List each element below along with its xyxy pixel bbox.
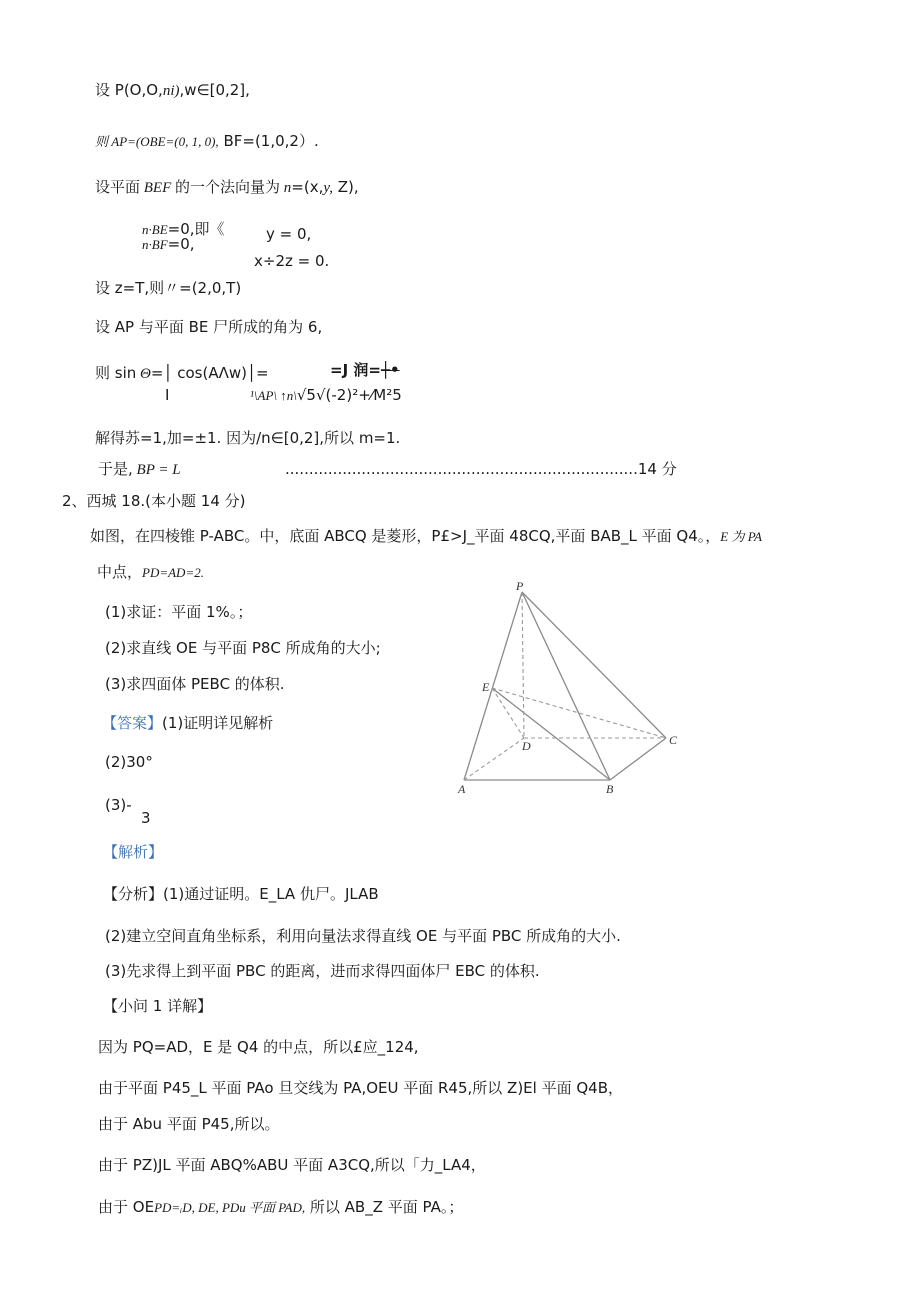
label-e: E [482,680,490,694]
text-span: y, [323,180,333,196]
text-span: =(x, [291,178,324,196]
label-c: C [669,733,678,747]
text-span: Z), [332,178,359,196]
text-span: √5√(-2)²+⁄M²5 [296,386,402,404]
answer-line-3b: 3 [141,809,151,827]
text-span: 则 sin [95,364,137,382]
text-span: 则 AP=(OBE=(0, 1, 0), [95,134,219,149]
text-span: Θ [136,366,151,382]
text-line-8-left: I [165,386,170,404]
problem-statement [90,526,762,547]
analysis-1: 【分析】(1)通过证明。E_LA 仇尸。JLAB [103,885,379,903]
text-span: BEF [140,180,176,196]
text-span: 【解析】 [103,843,164,861]
text-span: 于是, [98,460,133,478]
answer-tag: 【答案】 [102,714,163,732]
label-b: B [606,782,614,796]
subquestion-heading: 【小问 1 详解】 [103,997,213,1015]
proof-line-5 [98,1197,463,1218]
text-line-10 [98,459,181,480]
label-p: P [516,580,524,593]
text-line-6: 设 AP 与平面 BE 尸所成的角为 6, [95,318,323,336]
text-span: n·BE [142,222,168,237]
text-line-3 [95,177,359,198]
text-span: 的一个法向量为 [175,178,281,196]
answer-line-2: (2)30° [105,753,153,771]
text-span: ,w∈[0,2], [179,81,250,99]
analysis-tag [103,842,163,862]
proof-line-1: 因为 PQ=AD，E 是 Q4 的中点，所以£应_124, [98,1038,419,1056]
text-line-8-right [250,385,402,406]
text-span: n [280,180,292,196]
system-left-2 [142,234,195,255]
proof-line-3: 由于 Abu 平面 P45,所以。 [98,1115,280,1133]
text-span: 如图，在四棱锥 P-ABC。中，底面 ABCQ 是菱形，P£>J_平面 48CQ,平面 BAB_L 平面 Q4。， [90,527,721,545]
score-dots: ..........................................................................14 分 [285,460,677,478]
pyramid-figure [452,580,692,800]
edge-pa [464,592,522,780]
text-span: ᵢD, DE, PDu 平面 PAD, [180,1200,306,1215]
proof-line-2: 由于平面 P45_L 平面 PAo 旦交线为 PA,OEU 平面 R45,所以 Z)El 平面 Q4B， [98,1079,624,1097]
text-span: 所以 AB_Z 平面 PA。； [305,1198,464,1216]
question-2: (2)求直线 OE 与平面 P8C 所成角的大小; [105,639,381,657]
text-span: PD=AD=2. [142,565,204,580]
question-1: (1)求证：平面 1%。； [105,603,253,621]
edge-pb [522,592,610,780]
text-line-1 [95,80,250,101]
edge-pd [522,592,524,738]
text-span: =0, [167,235,195,253]
question-3: (3)求四面体 PEBC 的体积. [105,675,285,693]
text-span: E 为 PA [720,529,762,544]
label-d: D [522,739,531,753]
edge-ad [464,738,524,780]
text-span: ) [174,83,180,99]
text-span: n·BF [142,237,168,252]
text-line-5: 设 z=T,则〃=(2,0,T) [95,279,242,297]
label-a: A [458,782,466,796]
text-span: 由于 OE [98,1198,155,1216]
text-span: =J 润= [330,361,381,379]
text-span: =│ cos(AΛw)│= [150,364,269,382]
edge-pc [522,592,666,738]
text-span: (1)证明详见解析 [162,714,274,732]
text-span: 中点， [97,563,143,581]
system-right-1: y = 0, [266,225,312,243]
text-line-2 [95,131,319,152]
text-line-9: 解得苏=1,加=±1. 因为/n∈[0,2],所以 m=1. [95,429,401,447]
problem-heading: 2、西城 18.(本小题 14 分) [62,492,246,510]
text-line-7-right [330,360,400,380]
analysis-3: (3)先求得上到平面 PBC 的距离，进而求得四面体尸 EBC 的体积. [105,962,540,980]
edge-eb [492,688,610,780]
answer-line-1 [102,713,273,733]
system-right-2: x÷2z = 0. [254,252,330,270]
text-span: ┼• [380,361,400,379]
text-span: 设平面 [95,178,141,196]
text-span: BP = L [132,462,181,478]
text-span: PD= [154,1200,181,1215]
edge-bc [610,738,666,780]
text-line-7 [95,363,269,384]
problem-statement-2 [97,562,204,583]
analysis-2: (2)建立空间直角坐标系，利用向量法求得直线 OE 与平面 PBC 所成角的大小. [105,927,621,945]
proof-line-4: 由于 PZ)JL 平面 ABQ%ABU 平面 A3CQ,所以「力_LA4， [98,1156,486,1174]
text-span: ni [162,83,175,99]
text-span: BF=(1,0,2）. [218,132,319,150]
text-span: ¹\AP\ ↑n\ [250,388,297,403]
text-span: 设 P(O,O, [95,81,163,99]
text-span: =0,即《 [167,220,225,238]
answer-line-3a: (3)- [105,796,132,814]
